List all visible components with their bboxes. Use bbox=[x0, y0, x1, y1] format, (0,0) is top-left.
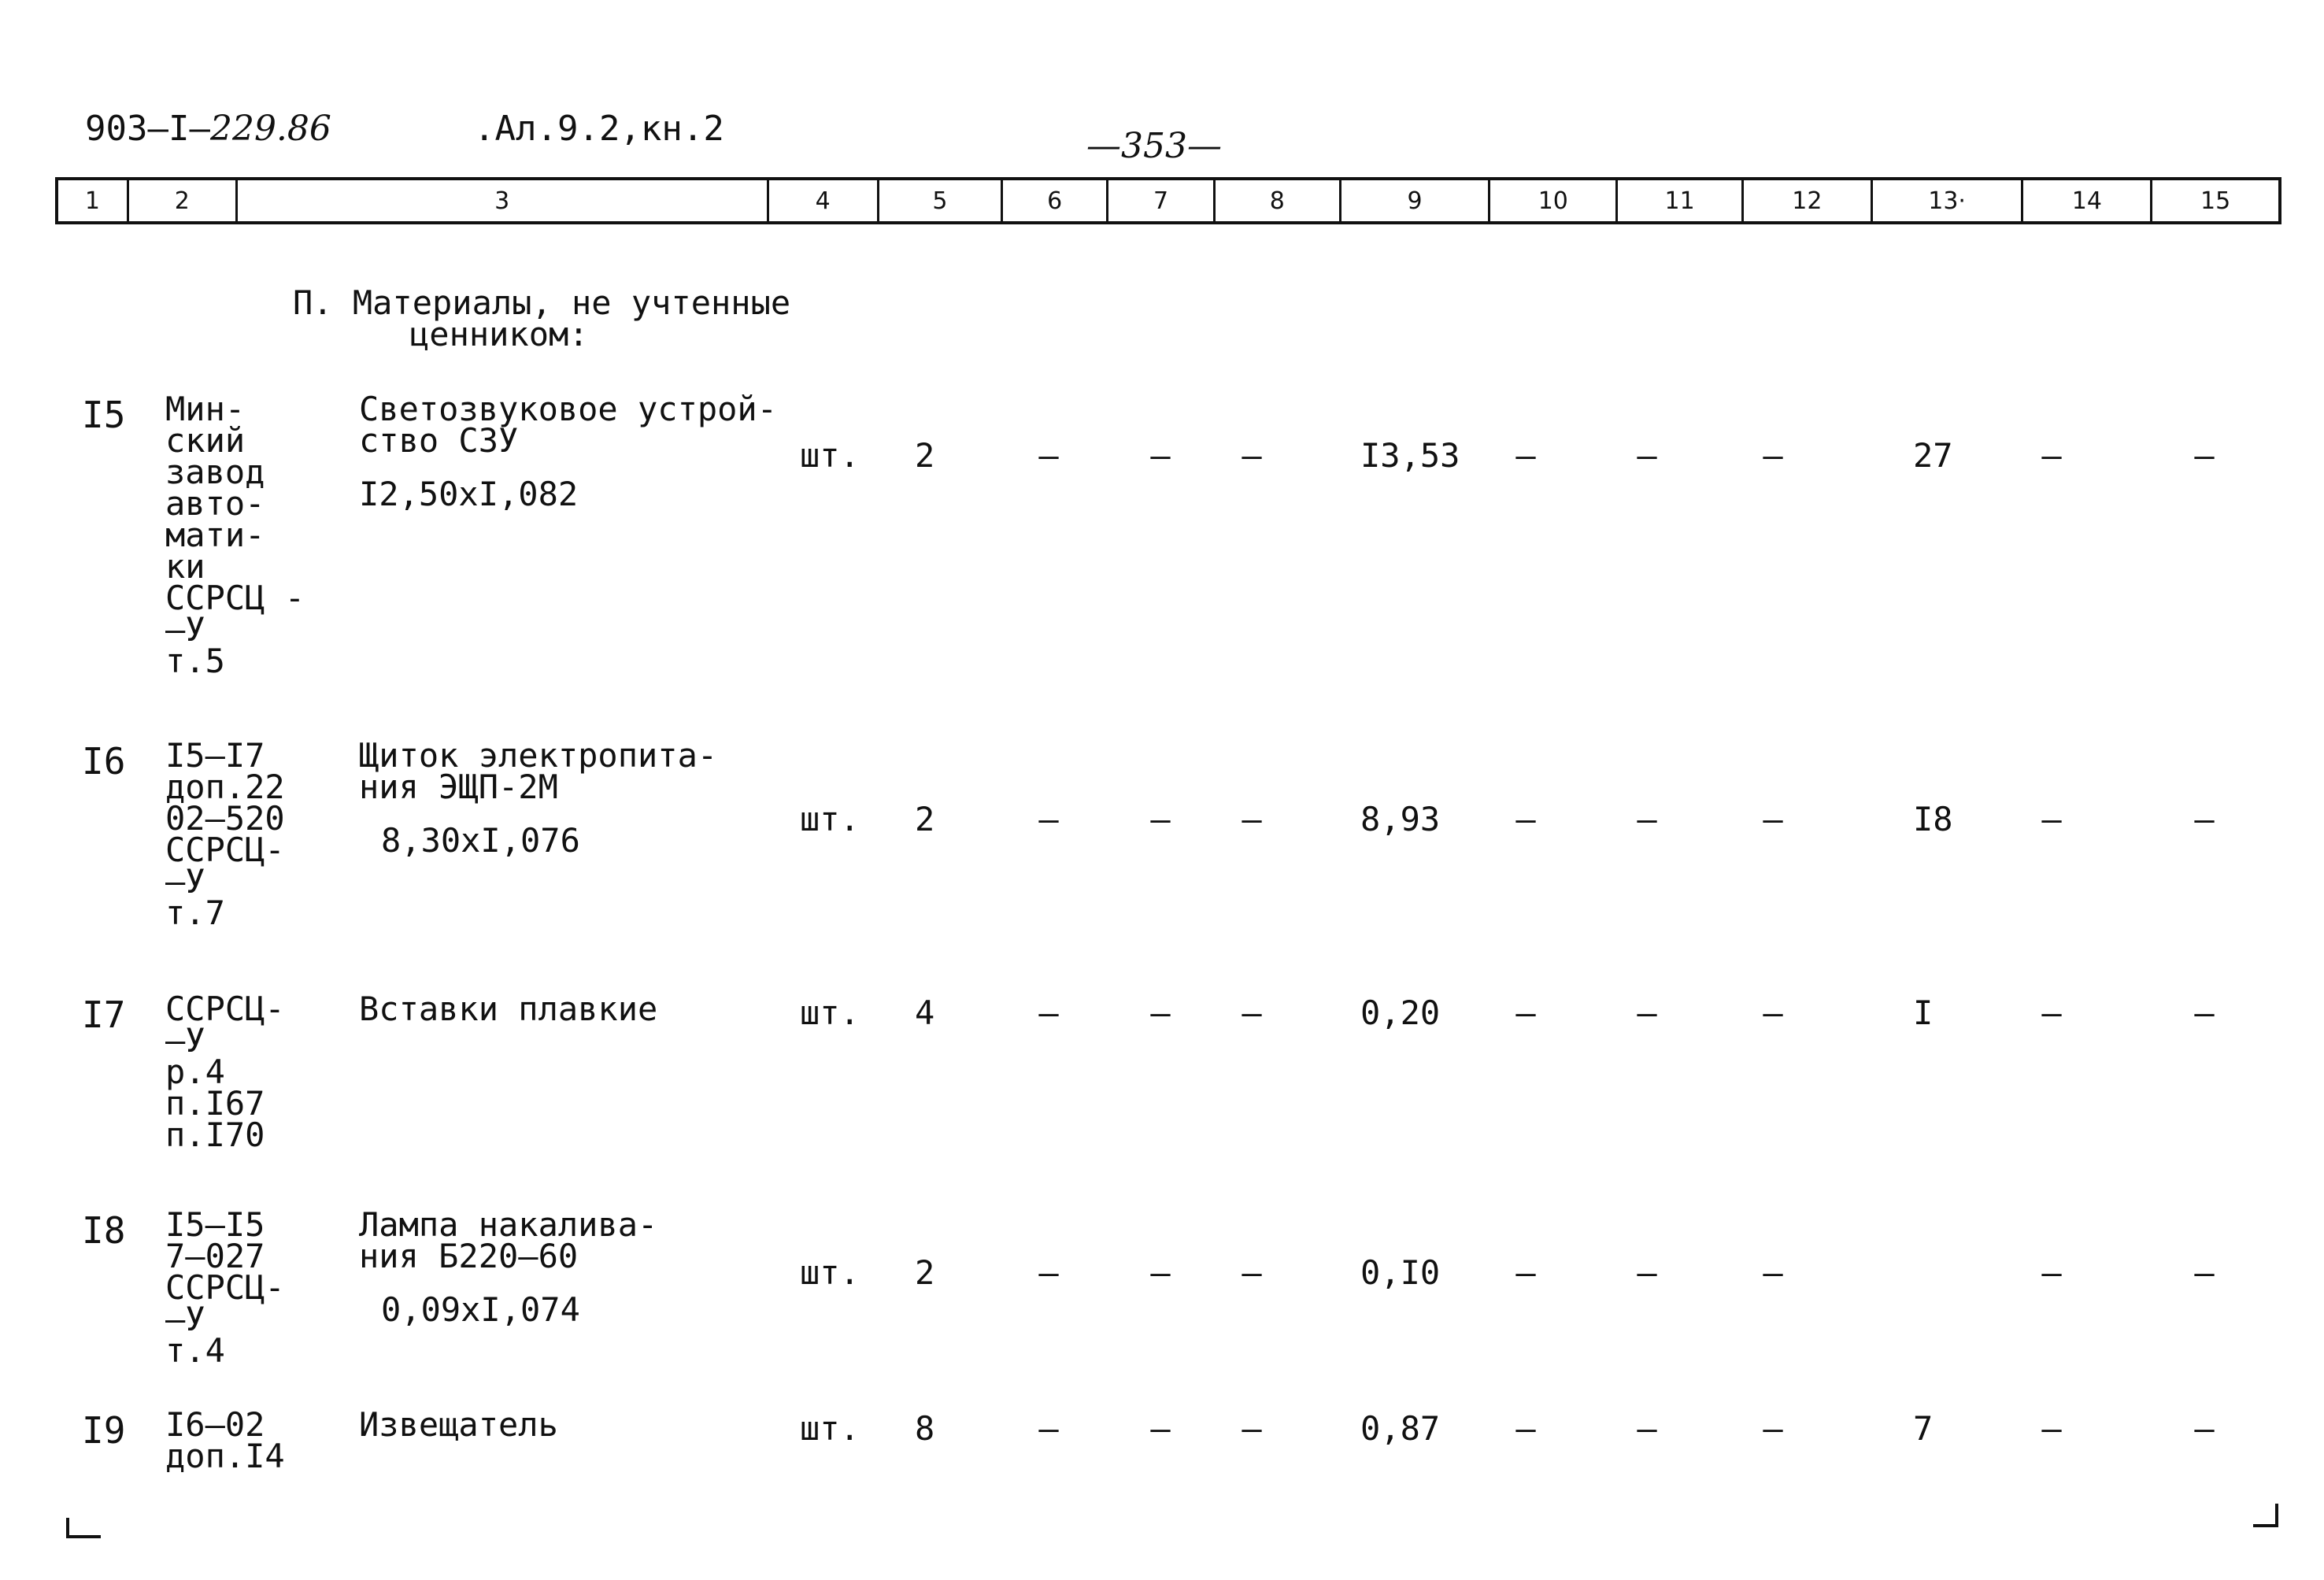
source-reference-line: авто- bbox=[165, 484, 265, 523]
column-header-3: 3 bbox=[238, 180, 769, 221]
source-reference-line: 7–027 bbox=[165, 1237, 265, 1275]
unit-price: 0,87 bbox=[1360, 1409, 1441, 1448]
column-7-value: – bbox=[1150, 994, 1171, 1032]
column-8-value: – bbox=[1242, 1253, 1262, 1292]
column-header-15: 15 bbox=[2200, 187, 2231, 215]
column-header-13: 13· bbox=[1873, 180, 2024, 221]
price-calculation: 0,09хI,074 bbox=[381, 1290, 580, 1329]
source-reference-line: доп.22 bbox=[165, 768, 285, 806]
column-10-value: – bbox=[1515, 1409, 1536, 1448]
unit: шт. bbox=[800, 436, 860, 475]
price-calculation: I2,50хI,082 bbox=[359, 475, 579, 513]
unit-price: 0,20 bbox=[1360, 994, 1441, 1032]
column-12-value: – bbox=[1763, 800, 1783, 838]
total-cost: I8 bbox=[1913, 800, 1953, 838]
column-11-value: – bbox=[1637, 1253, 1657, 1292]
source-reference-line: п.I70 bbox=[165, 1116, 265, 1154]
column-8-value: – bbox=[1242, 436, 1262, 475]
column-15-value: – bbox=[2194, 436, 2215, 475]
column-11-value: – bbox=[1637, 1409, 1657, 1448]
column-header-4: 4 bbox=[769, 180, 879, 221]
source-reference bbox=[165, 390, 305, 680]
column-10-value: – bbox=[1515, 994, 1536, 1032]
column-header-5: 5 bbox=[879, 180, 1004, 221]
album-reference: .Ал.9.2,кн.2 bbox=[474, 109, 724, 149]
quantity: 2 bbox=[915, 1253, 935, 1292]
corner-mark-left bbox=[66, 1518, 101, 1538]
unit: шт. bbox=[800, 1409, 860, 1448]
column-header-14: 14 bbox=[2023, 180, 2152, 221]
column-header-12: 12 bbox=[1744, 180, 1873, 221]
source-reference-line: т.7 bbox=[165, 894, 225, 932]
column-header-9: 9 bbox=[1341, 180, 1491, 221]
column-12-value: – bbox=[1763, 994, 1783, 1032]
total-cost: 7 bbox=[1913, 1409, 1934, 1448]
row-number: I8 bbox=[82, 1209, 126, 1252]
total-cost: I bbox=[1913, 994, 1934, 1032]
column-10-value: – bbox=[1515, 1253, 1536, 1292]
source-reference-line: –У bbox=[165, 862, 205, 901]
material-name-line: ство СЗУ bbox=[359, 421, 519, 460]
material-name-line: ния ЭЩП-2М bbox=[359, 768, 558, 806]
source-reference-line: п.I67 bbox=[165, 1084, 265, 1123]
column-15-value: – bbox=[2194, 1409, 2215, 1448]
row-number: I9 bbox=[82, 1409, 126, 1452]
source-reference-line: р.4 bbox=[165, 1053, 225, 1091]
source-reference-line: I6–02 bbox=[165, 1405, 265, 1444]
column-14-value: – bbox=[2041, 436, 2062, 475]
material-name bbox=[359, 736, 718, 860]
source-reference-line: завод bbox=[165, 453, 265, 491]
column-8-value: – bbox=[1242, 994, 1262, 1032]
document-code bbox=[85, 109, 331, 149]
corner-mark-right bbox=[2253, 1504, 2278, 1527]
material-name-line: Светозвуковое устрой- bbox=[359, 390, 778, 428]
material-name-line: Щиток электропита- bbox=[359, 736, 718, 775]
column-12-value: – bbox=[1763, 1409, 1783, 1448]
unit: шт. bbox=[800, 800, 860, 838]
source-reference-line: I5–I7 bbox=[165, 736, 265, 775]
unit-price: 0,I0 bbox=[1360, 1253, 1441, 1292]
source-reference-line: ССРСЦ- bbox=[165, 831, 285, 869]
document-code-handwritten: 229.86 bbox=[209, 109, 331, 149]
column-7-value: – bbox=[1150, 1253, 1171, 1292]
column-7-value: – bbox=[1150, 1409, 1171, 1448]
source-reference-line: –У bbox=[165, 1300, 205, 1338]
column-7-value: – bbox=[1150, 800, 1171, 838]
column-8-value: – bbox=[1242, 800, 1262, 838]
column-15-value: – bbox=[2194, 994, 2215, 1032]
column-12-value: – bbox=[1763, 1253, 1783, 1292]
source-reference-line: –У bbox=[165, 1021, 205, 1060]
column-header-2: 2 bbox=[129, 180, 238, 221]
column-header-7: 7 bbox=[1108, 180, 1216, 221]
column-14-value: – bbox=[2041, 994, 2062, 1032]
total-cost: 27 bbox=[1913, 436, 1953, 475]
column-8-value: – bbox=[1242, 1409, 1262, 1448]
column-15-value: – bbox=[2194, 1253, 2215, 1292]
quantity: 2 bbox=[915, 436, 935, 475]
column-10-value: – bbox=[1515, 800, 1536, 838]
row-number: I6 bbox=[82, 740, 126, 783]
section-heading-line2: ценником: bbox=[409, 315, 589, 353]
unit-price: 8,93 bbox=[1360, 800, 1441, 838]
source-reference-line: т.4 bbox=[165, 1331, 225, 1370]
unit-price: I3,53 bbox=[1360, 436, 1460, 475]
column-14-value: – bbox=[2041, 1253, 2062, 1292]
quantity: 8 bbox=[915, 1409, 935, 1448]
source-reference bbox=[165, 990, 285, 1154]
column-11-value: – bbox=[1637, 994, 1657, 1032]
material-name bbox=[359, 1405, 558, 1444]
column-6-value: – bbox=[1038, 1409, 1059, 1448]
column-15-value: – bbox=[2194, 800, 2215, 838]
material-name-line: Вставки плавкие bbox=[359, 990, 658, 1028]
column-number-strip bbox=[55, 177, 2281, 224]
section-heading bbox=[293, 283, 791, 353]
source-reference-line: –У bbox=[165, 610, 205, 649]
source-reference-line: Мин- bbox=[165, 390, 246, 428]
column-6-value: – bbox=[1038, 994, 1059, 1032]
source-reference-line: ССРСЦ- bbox=[165, 1268, 285, 1307]
source-reference bbox=[165, 736, 285, 932]
source-reference-line: I5–I5 bbox=[165, 1205, 265, 1244]
quantity: 2 bbox=[915, 800, 935, 838]
source-reference-line: ки bbox=[165, 547, 205, 586]
material-name bbox=[359, 390, 778, 513]
material-name bbox=[359, 1205, 658, 1329]
source-reference-line: 02–520 bbox=[165, 799, 285, 838]
document-code-prefix: 903–I– bbox=[85, 109, 210, 149]
source-reference-line: доп.I4 bbox=[165, 1437, 285, 1475]
source-reference-line: ССРСЦ- bbox=[165, 990, 285, 1028]
material-name bbox=[359, 990, 658, 1028]
source-reference-line: ский bbox=[165, 421, 246, 460]
page-number: —353— bbox=[1086, 126, 1222, 166]
source-reference-line: ССРСЦ - bbox=[165, 579, 305, 617]
column-6-value: – bbox=[1038, 1253, 1059, 1292]
column-7-value: – bbox=[1150, 436, 1171, 475]
source-reference bbox=[165, 1405, 285, 1475]
column-10-value: – bbox=[1515, 436, 1536, 475]
column-header-10: 10 bbox=[1490, 180, 1618, 221]
column-header-6: 6 bbox=[1003, 180, 1108, 221]
row-number: I5 bbox=[82, 394, 126, 436]
material-name-line: Извещатель bbox=[359, 1405, 558, 1444]
column-12-value: – bbox=[1763, 436, 1783, 475]
column-header-1: 1 bbox=[58, 180, 129, 221]
column-6-value: – bbox=[1038, 436, 1059, 475]
column-11-value: – bbox=[1637, 436, 1657, 475]
unit: шт. bbox=[800, 994, 860, 1032]
source-reference-line: т.5 bbox=[165, 642, 225, 680]
material-name-line: ния Б220–60 bbox=[359, 1237, 579, 1275]
column-header-8: 8 bbox=[1216, 180, 1341, 221]
column-6-value: – bbox=[1038, 800, 1059, 838]
section-heading-line1: П. Материалы, не учтенные bbox=[293, 283, 791, 322]
column-11-value: – bbox=[1637, 800, 1657, 838]
column-header-11: 11 bbox=[1618, 180, 1744, 221]
unit: шт. bbox=[800, 1253, 860, 1292]
source-reference-line: мати- bbox=[165, 516, 265, 554]
row-number: I7 bbox=[82, 994, 126, 1036]
column-14-value: – bbox=[2041, 1409, 2062, 1448]
quantity: 4 bbox=[915, 994, 935, 1032]
material-name-line: Лампа накалива- bbox=[359, 1205, 658, 1244]
source-reference bbox=[165, 1205, 285, 1370]
price-calculation: 8,30хI,076 bbox=[381, 821, 580, 860]
column-14-value: – bbox=[2041, 800, 2062, 838]
